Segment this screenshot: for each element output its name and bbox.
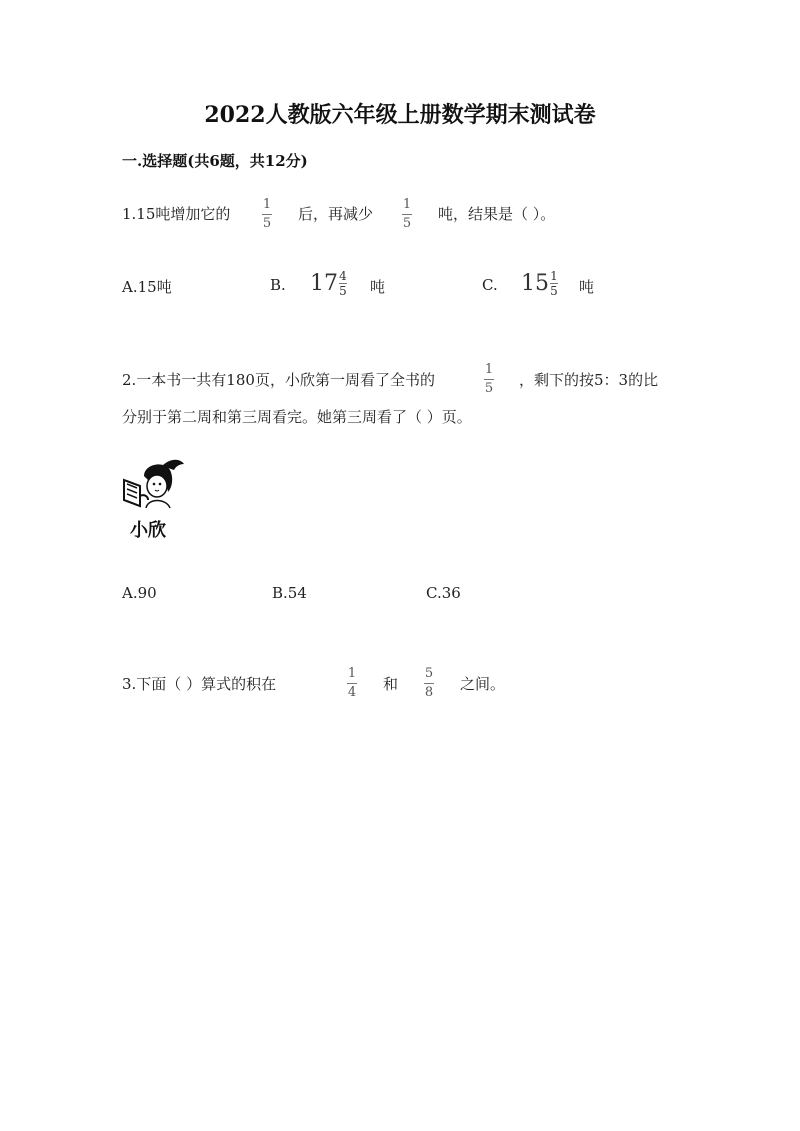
fraction-denominator: 5 — [550, 284, 558, 298]
fraction-bar — [347, 683, 357, 684]
q1-option-c-label: C. — [482, 276, 498, 294]
girl-reading-drawing — [118, 456, 198, 516]
mixed-whole: 15 — [521, 270, 549, 296]
q3-fraction-2 — [424, 667, 434, 700]
q3-text-middle: 和 — [383, 675, 399, 693]
q1-option-c-unit: 吨 — [579, 278, 595, 296]
q3-text-end: 之间。 — [460, 675, 506, 693]
q1-text-middle: 后，再减少 — [298, 205, 374, 223]
q2-fraction — [484, 363, 494, 396]
q2-line1-end: ，剩下的按5：3的比 — [519, 371, 659, 389]
fraction-denominator: 5 — [262, 216, 272, 231]
q1-option-b-mixed-number — [310, 270, 347, 297]
mixed-fraction — [339, 270, 347, 297]
fraction-bar — [262, 214, 272, 215]
page-title: 2022人教版六年级上册数学期末测试卷 — [204, 102, 596, 128]
mixed-fraction — [550, 270, 558, 297]
mixed-whole: 17 — [310, 270, 338, 296]
q1-fraction-1 — [262, 198, 272, 231]
fraction-bar — [402, 214, 412, 215]
q2-option-c: C.36 — [426, 584, 461, 602]
fraction-denominator: 5 — [339, 284, 347, 298]
fraction-bar — [484, 379, 494, 380]
q1-text-start: 1.15吨增加它的 — [122, 205, 231, 223]
fraction-numerator: 1 — [402, 197, 412, 212]
fraction-numerator: 5 — [424, 666, 434, 681]
section-heading: 一.选择题(共6题，共12分) — [122, 152, 308, 170]
girl-name-label: 小欣 — [130, 520, 166, 541]
fraction-bar — [424, 683, 434, 684]
q2-option-a: A.90 — [122, 584, 157, 602]
q2-line2: 分别于第二周和第三周看完。她第三周看了（ ）页。 — [122, 408, 472, 426]
q1-option-b-label: B. — [270, 276, 286, 294]
q2-line1-start: 2.一本书一共有180页，小欣第一周看了全书的 — [122, 371, 435, 389]
q1-option-c-mixed-number — [521, 270, 558, 297]
q1-option-a: A.15吨 — [122, 278, 172, 296]
q3-text-start: 3.下面（ ）算式的积在 — [122, 675, 277, 693]
fraction-numerator: 4 — [339, 269, 347, 283]
q3-fraction-1 — [347, 667, 357, 700]
fraction-denominator: 4 — [347, 685, 357, 700]
fraction-denominator: 5 — [402, 216, 412, 231]
fraction-numerator: 1 — [347, 666, 357, 681]
fraction-denominator: 8 — [424, 685, 434, 700]
fraction-denominator: 5 — [484, 381, 494, 396]
q1-text-end: 吨，结果是（ ）。 — [438, 205, 556, 223]
q1-fraction-2 — [402, 198, 412, 231]
q1-option-b-unit: 吨 — [370, 278, 386, 296]
q2-option-b: B.54 — [272, 584, 307, 602]
fraction-numerator: 1 — [262, 197, 272, 212]
girl-reading-illustration — [118, 456, 198, 542]
fraction-numerator: 1 — [550, 269, 558, 283]
fraction-numerator: 1 — [484, 362, 494, 377]
